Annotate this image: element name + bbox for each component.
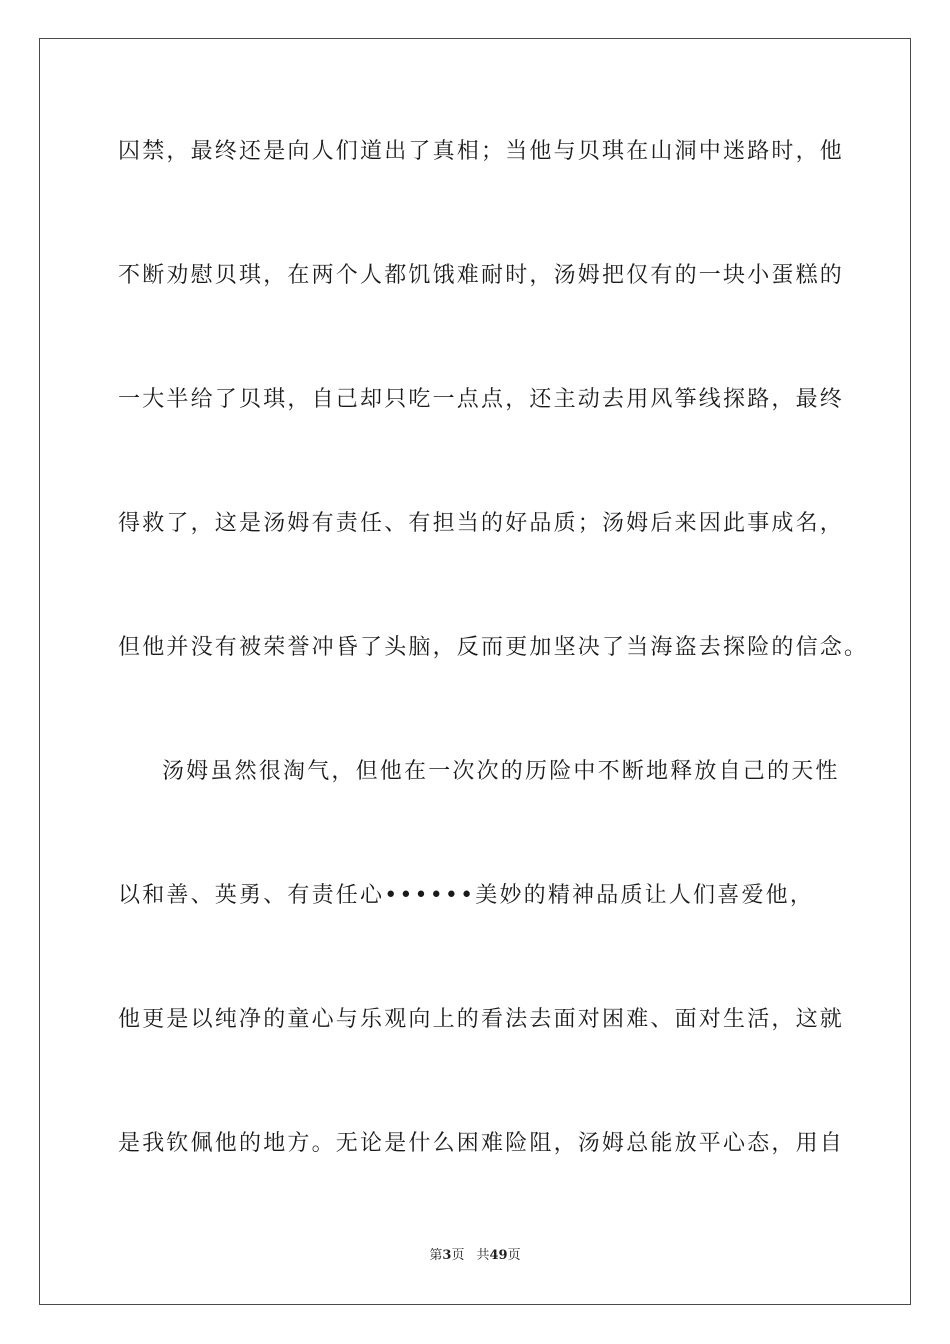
body-line-7: 以和善、英勇、有责任心••••••美妙的精神品质让人们喜爱他， (118, 883, 815, 908)
footer-total-pages: 49 (489, 1248, 508, 1263)
footer-page-number: 3 (442, 1248, 452, 1263)
body-line-1: 囚禁，最终还是向人们道出了真相；当他与贝琪在山洞中迷路时，他 (118, 139, 845, 164)
footer-page-suffix: 页 (451, 1248, 465, 1263)
page-border (39, 38, 911, 1305)
body-line-6-paragraph-start: 汤姆虽然很淘气，但他在一次次的历险中不断地释放自己的天性 (162, 759, 840, 784)
body-line-5: 但他并没有被荣誉冲昏了头脑，反而更加坚决了当海盗去探险的信念。 (118, 635, 869, 660)
footer-total-suffix: 页 (507, 1248, 521, 1263)
body-line-3: 一大半给了贝琪，自己却只吃一点点，还主动去用风筝线探路，最终 (118, 387, 845, 412)
footer-total-prefix: 共 (476, 1248, 490, 1263)
footer-page-prefix: 第 (429, 1248, 443, 1263)
page-footer (0, 1247, 950, 1265)
body-line-2: 不断劝慰贝琪，在两个人都饥饿难耐时，汤姆把仅有的一块小蛋糕的 (118, 263, 845, 288)
body-line-8: 他更是以纯净的童心与乐观向上的看法去面对困难、面对生活，这就 (118, 1007, 845, 1032)
body-line-9: 是我钦佩他的地方。无论是什么困难险阻，汤姆总能放平心态，用自 (118, 1131, 845, 1156)
body-line-4: 得救了，这是汤姆有责任、有担当的好品质；汤姆后来因此事成名， (118, 511, 845, 536)
